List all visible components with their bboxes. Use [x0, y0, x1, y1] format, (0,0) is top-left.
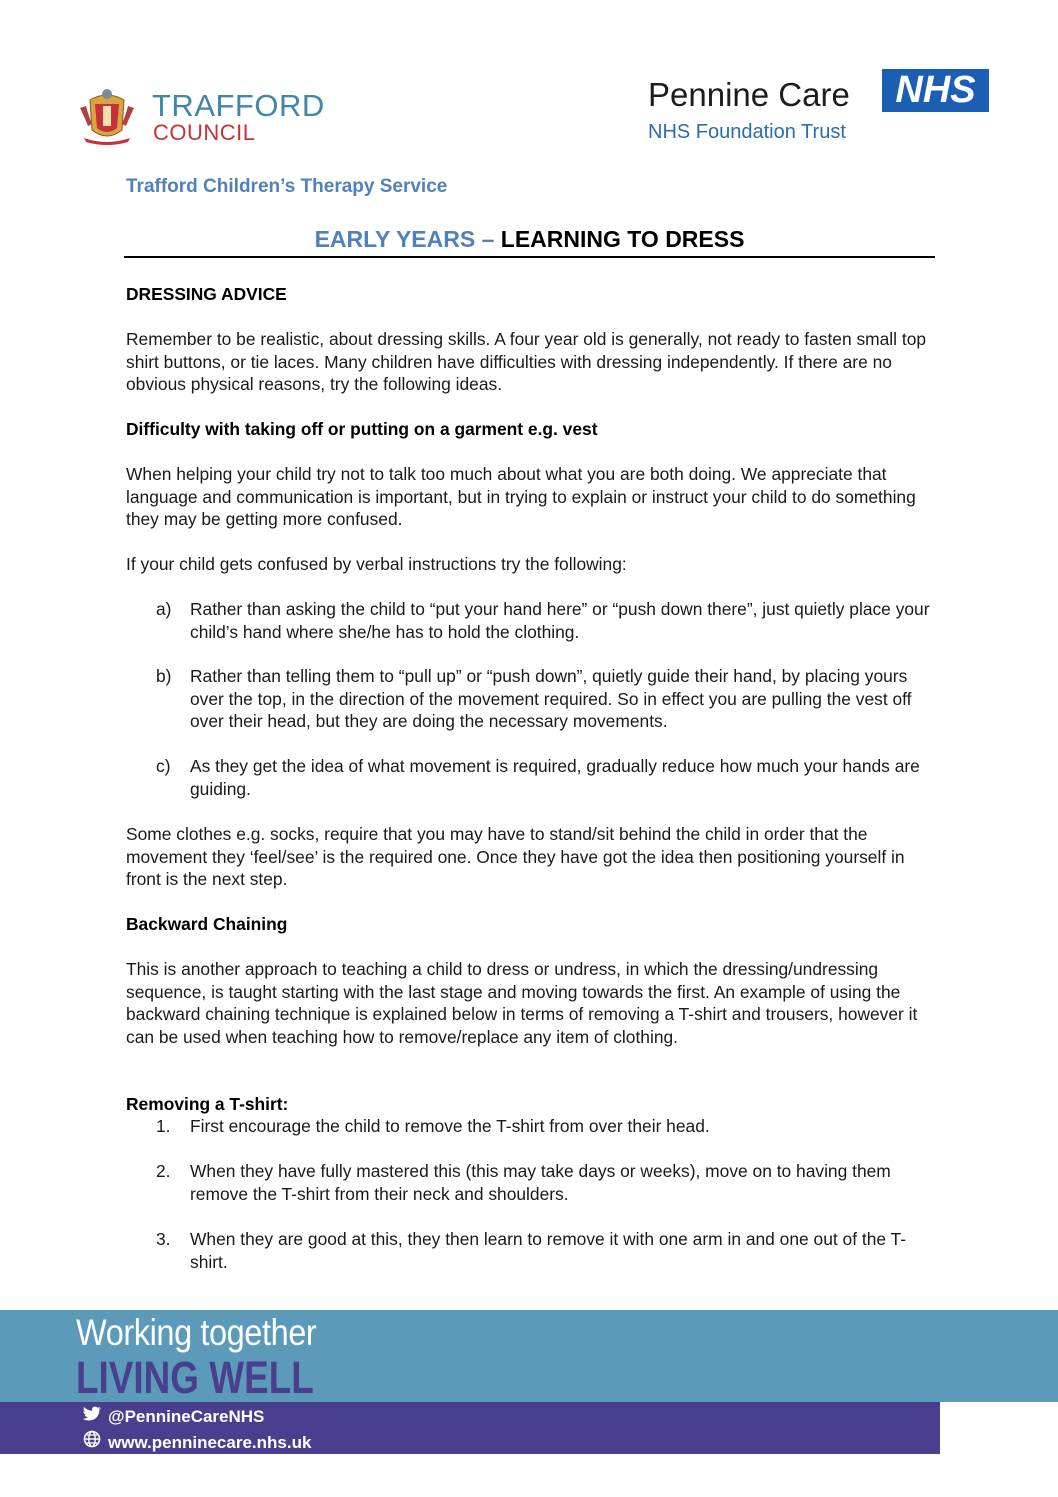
twitter-handle[interactable]: @PennineCareNHS [108, 1407, 265, 1426]
pennine-care-name: Pennine Care [648, 76, 850, 113]
list-label: 2. [156, 1161, 171, 1181]
list-label: c) [156, 756, 171, 776]
twitter-bird-icon [82, 1406, 102, 1427]
dressing-advice-heading: DRESSING ADVICE [126, 284, 287, 304]
socks-text: Some clothes e.g. socks, require that you may have to stand/sit behind the child in order that the movement they ‘feel/see’ is the required one. Once they have got the idea then positioning yourself in front is the next step. [126, 824, 905, 889]
page-title [124, 226, 935, 253]
footer-slogan-line2: LIVING WELL [76, 1352, 314, 1403]
list-label: 3. [156, 1229, 171, 1249]
nhs-badge: NHS [882, 69, 989, 112]
title-divider [124, 256, 935, 258]
service-name: Trafford Children’s Therapy Service [126, 176, 448, 197]
foundation-trust-label: NHS Foundation Trust [648, 121, 846, 143]
list-label: b) [156, 666, 172, 686]
council-wordmark: COUNCIL [153, 120, 256, 145]
list-text: Rather than telling them to “pull up” or “push down”, quietly guide their hand, by placing yours over the top, in the direction of the movement required. So in effect you are pulling the vest off over their head, but they are doing the necessary movements. [190, 666, 912, 731]
pennine-care-logo [646, 68, 992, 148]
trafford-crest-icon [76, 86, 138, 148]
list-text: When they have fully mastered this (this may take days or weeks), move on to having them remove the T-shirt from their neck and shoulders. [190, 1161, 891, 1204]
backward-chaining-text: This is another approach to teaching a child to dress or undress, in which the dressing/undressing sequence, is taught starting with the last stage and moving towards the first. An example of using the backward chaining technique is explained below in terms of removing a T-shirt and trousers, however it can be used when teaching how to remove/replace any item of clothing. [126, 959, 918, 1047]
list-label: a) [156, 599, 172, 619]
difficulty-heading: Difficulty with taking off or putting on a garment e.g. vest [126, 419, 598, 439]
twitter-handle-row[interactable] [82, 1406, 264, 1427]
tshirt-heading: Removing a T-shirt: [126, 1094, 289, 1114]
trafford-wordmark: TRAFFORD [152, 88, 325, 123]
list-label: 1. [156, 1116, 171, 1136]
dressing-advice-text: Remember to be realistic, about dressing skills. A four year old is generally, not ready to fasten small top shirt buttons, or tie laces. Many children have difficulties with dressing independently. If there are no obvious physical reasons, try the following ideas. [126, 329, 927, 394]
list-text: When they are good at this, they then learn to remove it with one arm in and one out of the T-shirt. [190, 1229, 907, 1272]
list-text: Rather than asking the child to “put your hand here” or “push down there”, just quietly place your child’s hand where she/he has to hold the clothing. [190, 599, 930, 642]
trafford-council-logo [76, 86, 336, 148]
website-link[interactable]: www.penninecare.nhs.uk [108, 1433, 312, 1452]
globe-icon [82, 1430, 102, 1453]
list-text: As they get the idea of what movement is required, gradually reduce how much your hands are guiding. [190, 756, 920, 799]
difficulty-text: When helping your child try not to talk too much about what you are both doing. We appreciate that language and communication is important, but in trying to explain or instruct your child to do something they may be getting more confused. [126, 464, 916, 529]
confused-intro: If your child gets confused by verbal instructions try the following: [126, 554, 627, 574]
title-prefix: EARLY YEARS – [314, 226, 501, 252]
list-text: First encourage the child to remove the T-shirt from over their head. [190, 1116, 710, 1136]
footer-slogan-line1: Working together [76, 1312, 317, 1353]
backward-chaining-heading: Backward Chaining [126, 914, 288, 934]
website-row[interactable] [82, 1430, 311, 1453]
title-main: LEARNING TO DRESS [500, 226, 745, 252]
